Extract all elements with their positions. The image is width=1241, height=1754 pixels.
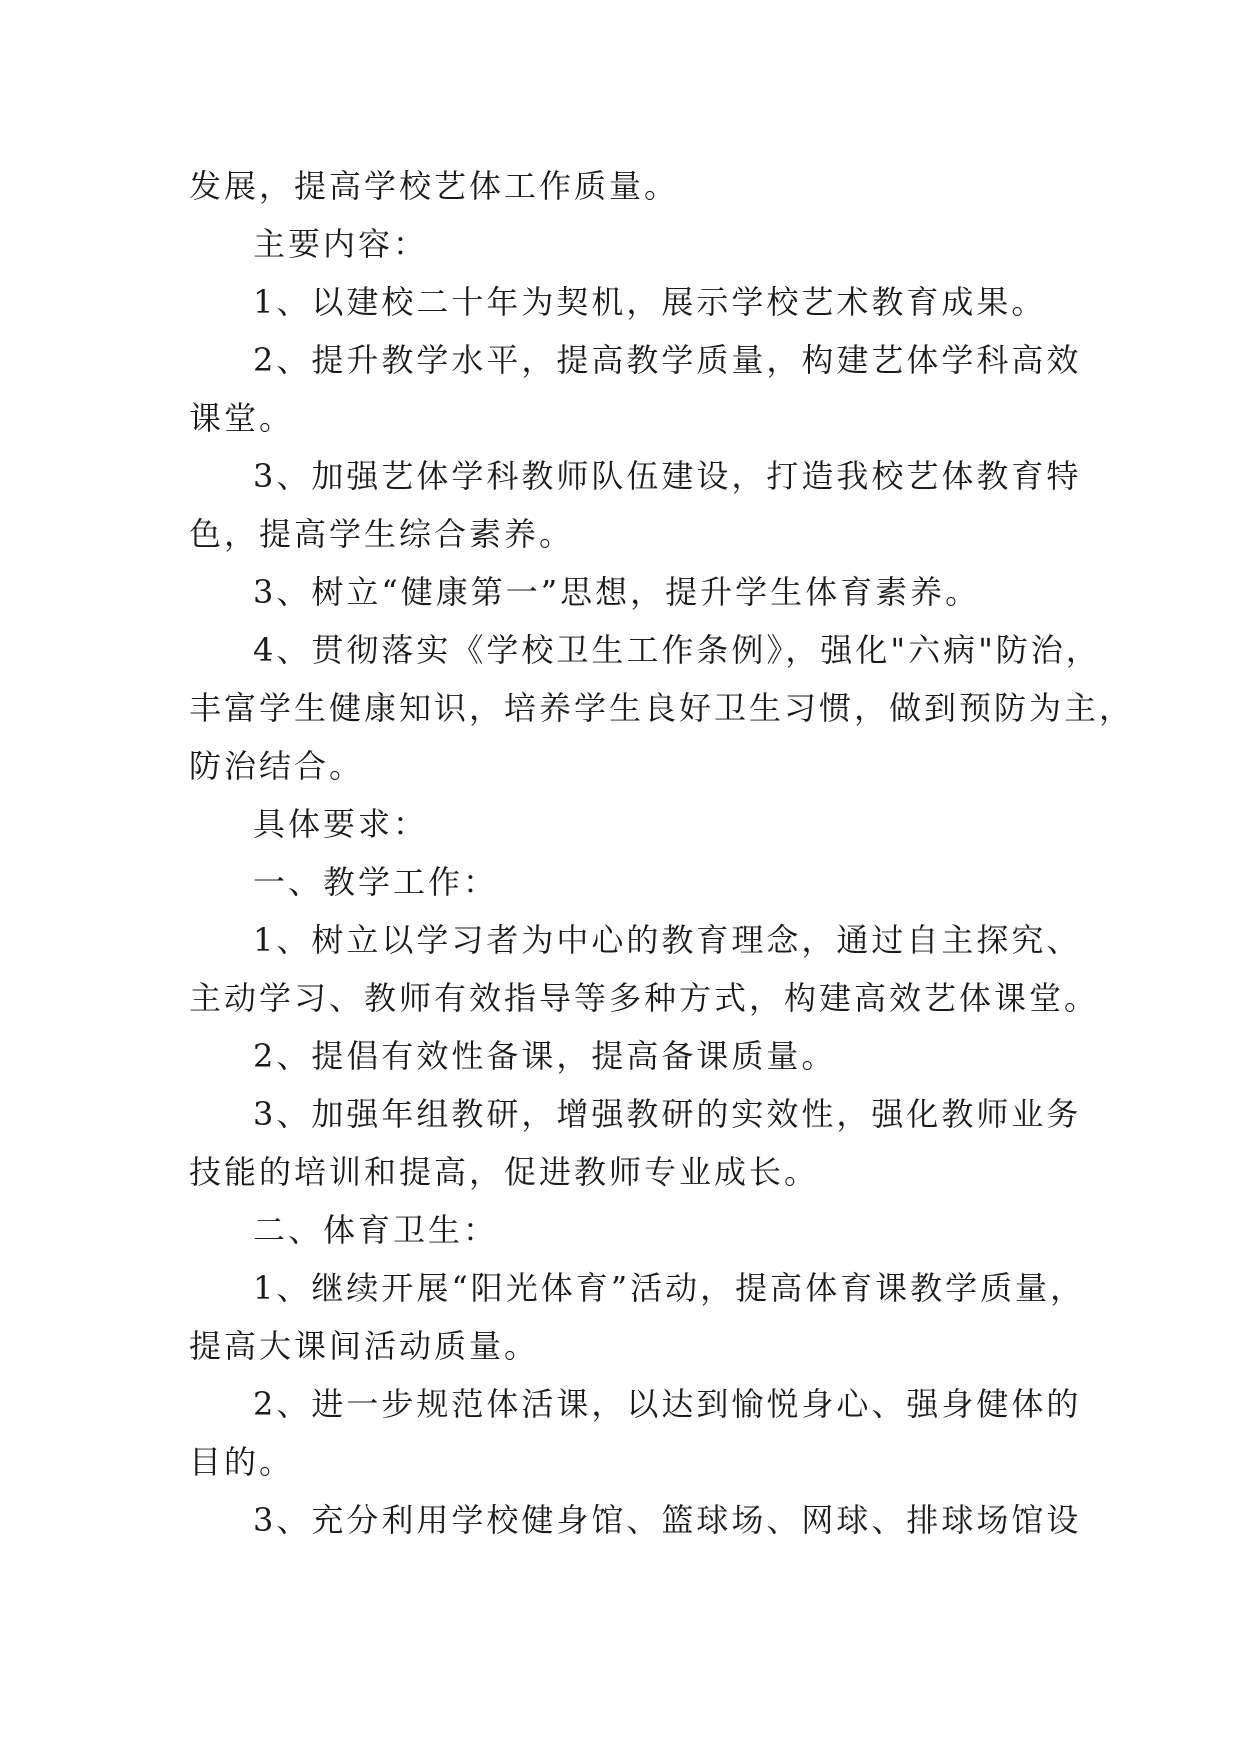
text-line: 1、继续开展“阳光体育”活动，提高体育课教学质量， — [253, 1269, 1086, 1307]
text-line: 技能的培训和提高，促进教师专业成长。 — [189, 1153, 820, 1191]
section-heading: 主要内容： — [253, 225, 429, 263]
text-line: 目的。 — [189, 1443, 295, 1481]
text-line: 3、充分利用学校健身馆、篮球场、网球、排球场馆设 — [253, 1501, 1082, 1539]
section-heading: 二、体育卫生： — [253, 1211, 499, 1249]
section-heading: 一、教学工作： — [253, 863, 499, 901]
text-line: 3、加强年组教研，增强教研的实效性，强化教师业务 — [253, 1095, 1082, 1133]
text-line: 发展，提高学校艺体工作质量。 — [189, 167, 680, 205]
text-line: 2、进一步规范体活课，以达到愉悦身心、强身健体的 — [253, 1385, 1082, 1423]
text-line: 4、贯彻落实《学校卫生工作条例》，强化"六病"防治， — [253, 631, 1101, 669]
text-line: 3、树立“健康第一”思想，提升学生体育素养。 — [253, 573, 981, 611]
text-line: 主动学习、教师有效指导等多种方式，构建高效艺体课堂。 — [189, 979, 1100, 1017]
text-line: 3、加强艺体学科教师队伍建设，打造我校艺体教育特 — [253, 457, 1082, 495]
text-line: 1、树立以学习者为中心的教育理念，通过自主探究、 — [253, 921, 1082, 959]
text-line: 2、提升教学水平，提高教学质量，构建艺体学科高效 — [253, 341, 1082, 379]
text-line: 课堂。 — [189, 399, 295, 437]
text-line: 防治结合。 — [189, 747, 365, 785]
text-line: 色，提高学生综合素养。 — [189, 515, 575, 553]
text-line: 提高大课间活动质量。 — [189, 1327, 540, 1365]
section-heading: 具体要求： — [253, 805, 429, 843]
text-line: 2、提倡有效性备课，提高备课质量。 — [253, 1037, 837, 1075]
text-line: 丰富学生健康知识，培养学生良好卫生习惯，做到预防为主， — [189, 689, 1135, 727]
text-line: 1、以建校二十年为契机，展示学校艺术教育成果。 — [253, 283, 1047, 321]
